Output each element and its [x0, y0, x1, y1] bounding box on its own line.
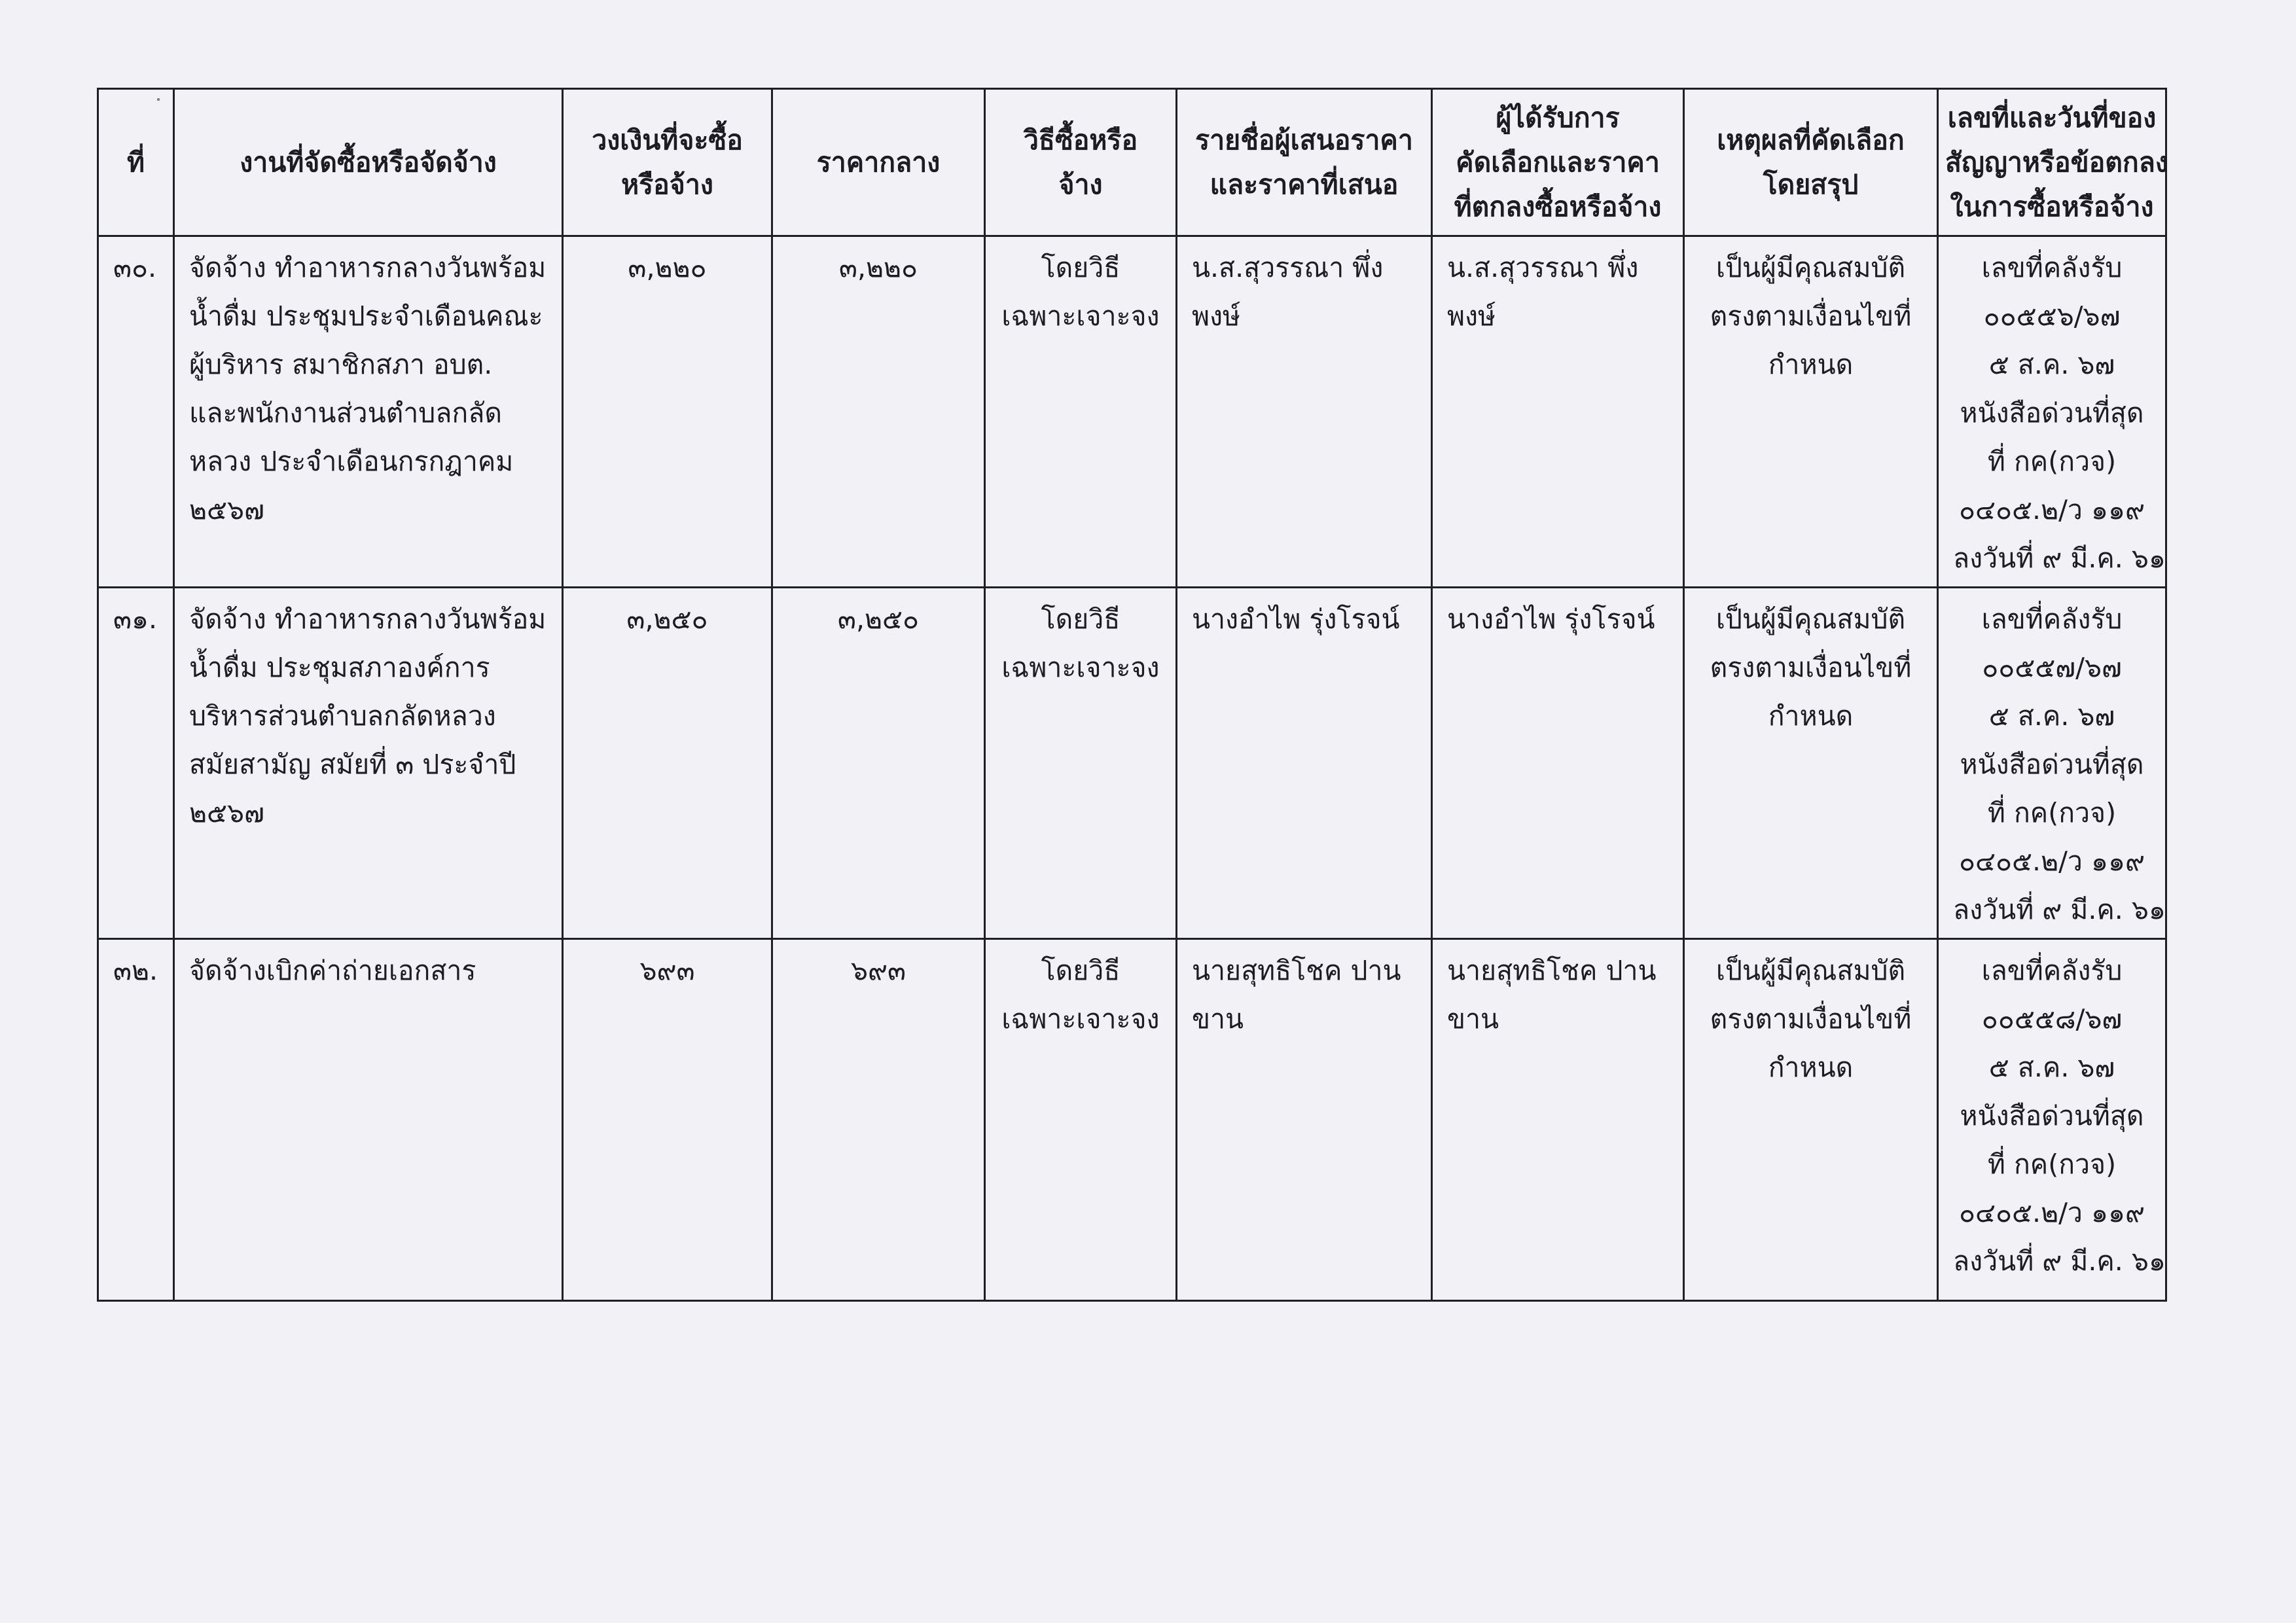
bidder-names-cell — [1177, 236, 1432, 588]
median-price: ๓,๒๒๐ — [838, 252, 918, 283]
cell-line: ๐๔๐๕.๒/ว ๑๑๙ — [1958, 846, 2145, 877]
budget-amount-cell — [563, 939, 772, 1301]
cell-line: หนังสือด่วนที่สุด — [1960, 749, 2144, 780]
budget-amount: ๓,๒๒๐ — [628, 252, 707, 283]
selection-reason-cell — [1684, 236, 1938, 588]
cell-line: และราคาที่เสนอ — [1210, 169, 1399, 200]
cell-line: น้ำดื่ม ประชุมสภาองค์การ — [189, 652, 490, 683]
header-cell — [1938, 89, 2166, 236]
cell-line: เลขที่และวันที่ของ — [1947, 102, 2157, 134]
row-number-cell — [98, 939, 174, 1301]
cell-line: จัดจ้าง ทำอาหารกลางวันพร้อม — [189, 252, 547, 283]
procurement-method-cell — [985, 236, 1177, 588]
cell-line: น.ส.สุวรรณา พึ่ง — [1192, 252, 1384, 283]
header-cell — [174, 89, 563, 236]
contract-reference-cell — [1938, 236, 2166, 588]
cell-line: ๕ ส.ค. ๖๗ — [1988, 700, 2115, 732]
bidder-names-cell — [1177, 588, 1432, 939]
cell-line: หนังสือด่วนที่สุด — [1960, 1100, 2144, 1132]
budget-amount-cell — [563, 588, 772, 939]
cell-line: ๐๐๕๕๘/๖๗ — [1981, 1003, 2123, 1035]
cell-line: เป็นผู้มีคุณสมบัติ — [1715, 603, 1906, 635]
cell-line: ที่ กค(กวจ) — [1987, 446, 2117, 477]
cell-line: ตรงตามเงื่อนไขที่ — [1710, 300, 1912, 332]
cell-line: ๐๐๕๕๗/๖๗ — [1982, 652, 2122, 683]
cell-line: วงเงินที่จะซื้อ — [592, 124, 743, 156]
header-cell — [1684, 89, 1938, 236]
row-number: ๓๐. — [113, 252, 157, 283]
cell-line: ๕ ส.ค. ๖๗ — [1988, 1052, 2115, 1083]
cell-line: และพนักงานส่วนตำบลกลัด — [189, 397, 502, 429]
selected-vendor-cell — [1432, 939, 1684, 1301]
cell-line: ที่ — [126, 147, 145, 178]
cell-line: น้ำดื่ม ประชุมประจำเดือนคณะ — [189, 300, 543, 332]
cell-line: รายชื่อผู้เสนอราคา — [1195, 124, 1413, 156]
cell-line: ผู้ได้รับการ — [1496, 102, 1620, 134]
cell-line: โดยวิธี — [1041, 603, 1121, 635]
selection-reason-cell — [1684, 588, 1938, 939]
cell-line: เป็นผู้มีคุณสมบัติ — [1715, 955, 1906, 986]
median-price: ๖๙๓ — [850, 955, 906, 986]
table-row — [98, 588, 2166, 939]
cell-line: เฉพาะเจาะจง — [1001, 652, 1160, 683]
budget-amount: ๖๙๓ — [639, 955, 695, 986]
cell-line: พงษ์ — [1447, 300, 1496, 332]
budget-amount: ๓,๒๕๐ — [626, 603, 708, 635]
cell-line: ๐๔๐๕.๒/ว ๑๑๙ — [1958, 494, 2145, 526]
cell-line: ขาน — [1192, 1003, 1244, 1035]
cell-line: พงษ์ — [1192, 300, 1241, 332]
cell-line: ลงวันที่ ๙ มี.ค. ๖๑ — [1953, 894, 2166, 925]
procurement-report-sheet — [97, 88, 2168, 1280]
procurement-method-cell — [985, 588, 1177, 939]
cell-line: โดยสรุป — [1763, 169, 1859, 200]
cell-line: ที่ กค(กวจ) — [1987, 1149, 2117, 1180]
header-cell — [1432, 89, 1684, 236]
work-description-cell — [174, 236, 563, 588]
cell-line: โดยวิธี — [1041, 252, 1121, 283]
cell-line: ราคากลาง — [816, 147, 941, 178]
cell-line: เหตุผลที่คัดเลือก — [1717, 124, 1905, 156]
cell-line: เฉพาะเจาะจง — [1001, 300, 1160, 332]
cell-line: ในการซื้อหรือจ้าง — [1950, 191, 2154, 223]
median-price-cell — [772, 939, 985, 1301]
header-cell — [98, 89, 174, 236]
selected-vendor-cell — [1432, 236, 1684, 588]
cell-line: ๐๔๐๕.๒/ว ๑๑๙ — [1958, 1197, 2145, 1228]
cell-line: นางอำไพ รุ่งโรจน์ — [1192, 603, 1400, 635]
cell-line: เลขที่คลังรับ — [1981, 252, 2123, 283]
cell-line: เป็นผู้มีคุณสมบัติ — [1715, 252, 1906, 283]
cell-line: กำหนด — [1768, 700, 1854, 732]
cell-line: ตรงตามเงื่อนไขที่ — [1710, 1003, 1912, 1035]
table-row — [98, 236, 2166, 588]
cell-line: ๕ ส.ค. ๖๗ — [1988, 349, 2115, 380]
cell-line: หนังสือด่วนที่สุด — [1960, 397, 2144, 429]
cell-line: ผู้บริหาร สมาชิกสภา อบต. — [189, 349, 493, 380]
selection-reason-cell — [1684, 939, 1938, 1301]
cell-line: หลวง ประจำเดือนกรกฎาคม — [189, 446, 514, 477]
procurement-method-cell — [985, 939, 1177, 1301]
cell-line: จ้าง — [1058, 169, 1103, 200]
selected-vendor-cell — [1432, 588, 1684, 939]
header-row — [98, 89, 2166, 236]
cell-line: ลงวันที่ ๙ มี.ค. ๖๑ — [1953, 1245, 2166, 1277]
cell-line: กำหนด — [1768, 1052, 1854, 1083]
header-cell — [563, 89, 772, 236]
work-description-cell — [174, 939, 563, 1301]
median-price-cell — [772, 236, 985, 588]
cell-line: ตรงตามเงื่อนไขที่ — [1710, 652, 1912, 683]
cell-line: คัดเลือกและราคา — [1456, 147, 1660, 178]
cell-line: จัดจ้างเบิกค่าถ่ายเอกสาร — [189, 955, 476, 986]
cell-line: ๒๕๖๗ — [189, 797, 264, 829]
row-number: ๓๑. — [113, 603, 158, 635]
cell-line: สมัยสามัญ สมัยที่ ๓ ประจำปี — [189, 749, 516, 780]
cell-line: นายสุทธิโชค ปาน — [1192, 955, 1401, 986]
procurement-table — [97, 88, 2167, 1302]
cell-line: ที่ตกลงซื้อหรือจ้าง — [1454, 191, 1662, 223]
cell-line: กำหนด — [1768, 349, 1854, 380]
row-number-cell — [98, 236, 174, 588]
cell-line: ขาน — [1447, 1003, 1499, 1035]
row-number-cell — [98, 588, 174, 939]
cell-line: เลขที่คลังรับ — [1981, 955, 2123, 986]
contract-reference-cell — [1938, 588, 2166, 939]
cell-line: เฉพาะเจาะจง — [1001, 1003, 1160, 1035]
cell-line: ลงวันที่ ๙ มี.ค. ๖๑ — [1953, 543, 2166, 574]
header-cell — [985, 89, 1177, 236]
header-cell — [1177, 89, 1432, 236]
budget-amount-cell — [563, 236, 772, 588]
table-row — [98, 939, 2166, 1301]
cell-line: เลขที่คลังรับ — [1981, 603, 2123, 635]
cell-line: นายสุทธิโชค ปาน — [1447, 955, 1657, 986]
cell-line: สัญญาหรือข้อตกลง — [1945, 147, 2168, 178]
cell-line: บริหารส่วนตำบลกลัดหลวง — [189, 700, 496, 732]
cell-line: โดยวิธี — [1041, 955, 1121, 986]
median-price: ๓,๒๕๐ — [837, 603, 920, 635]
cell-line: น.ส.สุวรรณา พึ่ง — [1447, 252, 1639, 283]
cell-line: งานที่จัดซื้อหรือจัดจ้าง — [240, 147, 497, 178]
median-price-cell — [772, 588, 985, 939]
cell-line: ๐๐๕๕๖/๖๗ — [1983, 300, 2121, 332]
work-description-cell — [174, 588, 563, 939]
cell-line: หรือจ้าง — [621, 169, 713, 200]
cell-line: จัดจ้าง ทำอาหารกลางวันพร้อม — [189, 603, 547, 635]
table-body — [98, 236, 2166, 1301]
cell-line: วิธีซื้อหรือ — [1023, 124, 1138, 156]
contract-reference-cell — [1938, 939, 2166, 1301]
cell-line: ที่ กค(กวจ) — [1987, 797, 2117, 829]
bidder-names-cell — [1177, 939, 1432, 1301]
row-number: ๓๒. — [113, 955, 158, 986]
cell-line: นางอำไพ รุ่งโรจน์ — [1447, 603, 1655, 635]
cell-line: ๒๕๖๗ — [189, 494, 264, 526]
header-cell — [772, 89, 985, 236]
